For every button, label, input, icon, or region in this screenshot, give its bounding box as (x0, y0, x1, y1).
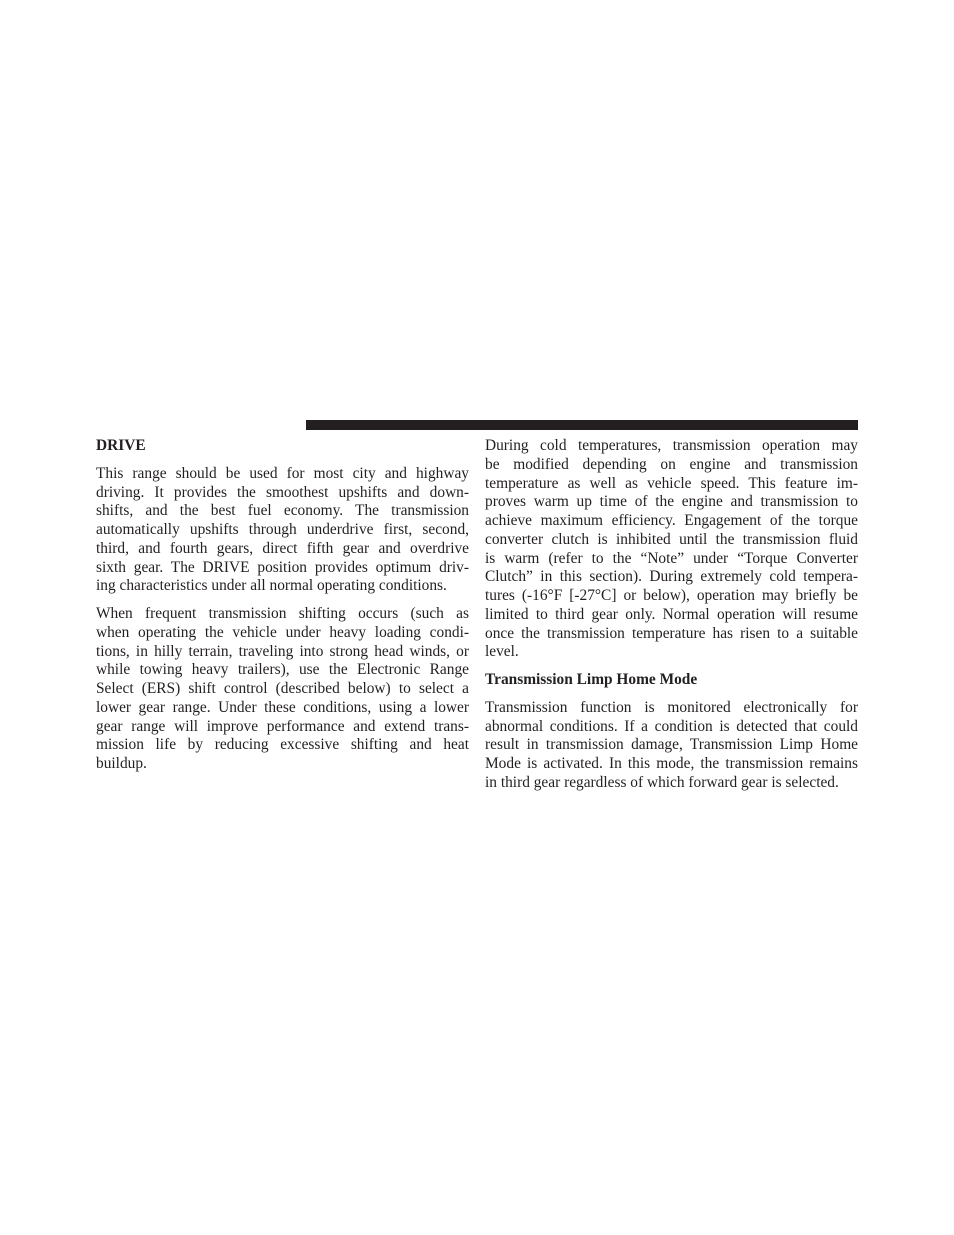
text-line: During cold temperatures, transmission operation may (485, 437, 858, 454)
text-line: gear range will improve performance and extend trans- (96, 717, 469, 735)
text-line: tures (-16°F [-27°C] or below), operation may briefly be (485, 587, 858, 604)
text-line: Select (ERS) shift control (described below) to select a (96, 680, 469, 697)
text-line: ing characteristics under all normal operating conditions. (96, 577, 447, 595)
text-line: achieve maximum efficiency. Engagement of the torque (485, 512, 858, 529)
text-line: This range should be used for most city and highway (96, 464, 469, 482)
text-line: automatically upshifts through underdrive first, second, (96, 521, 469, 538)
text-line: proves warm up time of the engine and transmission to (485, 493, 858, 511)
section-header-rule (306, 420, 858, 430)
text-line: tions, in hilly terrain, traveling into strong head winds, or (96, 642, 469, 660)
drive-paragraph-2 (96, 605, 469, 774)
text-line: abnormal conditions. If a condition is detected that could (485, 717, 858, 735)
limp-home-paragraph (485, 699, 858, 793)
text-line: mission life by reducing excessive shifting and heat (96, 736, 469, 754)
text-line: Clutch” in this section). During extremely cold tempera- (485, 568, 858, 586)
text-line: converter clutch is inhibited until the transmission fluid (485, 530, 858, 548)
text-line: When frequent transmission shifting occurs (such as (96, 605, 469, 622)
text-line: level. (485, 643, 519, 661)
left-column (96, 437, 469, 783)
text-line: driving. It provides the smoothest upshifts and down- (96, 483, 469, 501)
text-line: in third gear regardless of which forward gear is selected. (485, 773, 839, 791)
right-column (485, 437, 858, 802)
text-line: be modified depending on engine and transmission (485, 455, 858, 473)
text-line: while towing heavy trailers), use the Electronic Range (96, 661, 469, 679)
drive-heading: DRIVE (96, 437, 146, 454)
text-line: lower gear range. Under these conditions, using a lower (96, 698, 469, 716)
cold-temperature-paragraph (485, 437, 858, 662)
text-line: third, and fourth gears, direct fifth gear and overdrive (96, 539, 469, 557)
text-line: buildup. (96, 755, 147, 772)
text-line: Mode is activated. In this mode, the transmission remains (485, 755, 858, 772)
text-line: once the transmission temperature has risen to a suitable (485, 624, 858, 642)
drive-paragraph-1 (96, 465, 469, 596)
text-line: sixth gear. The DRIVE position provides optimum driv- (96, 558, 469, 576)
text-line: Transmission function is monitored electronically for (485, 698, 858, 716)
text-line: temperature as well as vehicle speed. This feature im- (485, 474, 858, 492)
text-line: when operating the vehicle under heavy loading condi- (96, 623, 469, 641)
text-line: result in transmission damage, Transmission Limp Home (485, 736, 858, 754)
limp-home-heading: Transmission Limp Home Mode (485, 671, 698, 688)
text-line: limited to third gear only. Normal operation will resume (485, 605, 858, 623)
text-line: shifts, and the best fuel economy. The transmission (96, 502, 469, 520)
text-line: is warm (refer to the “Note” under “Torque Converter (485, 549, 858, 567)
